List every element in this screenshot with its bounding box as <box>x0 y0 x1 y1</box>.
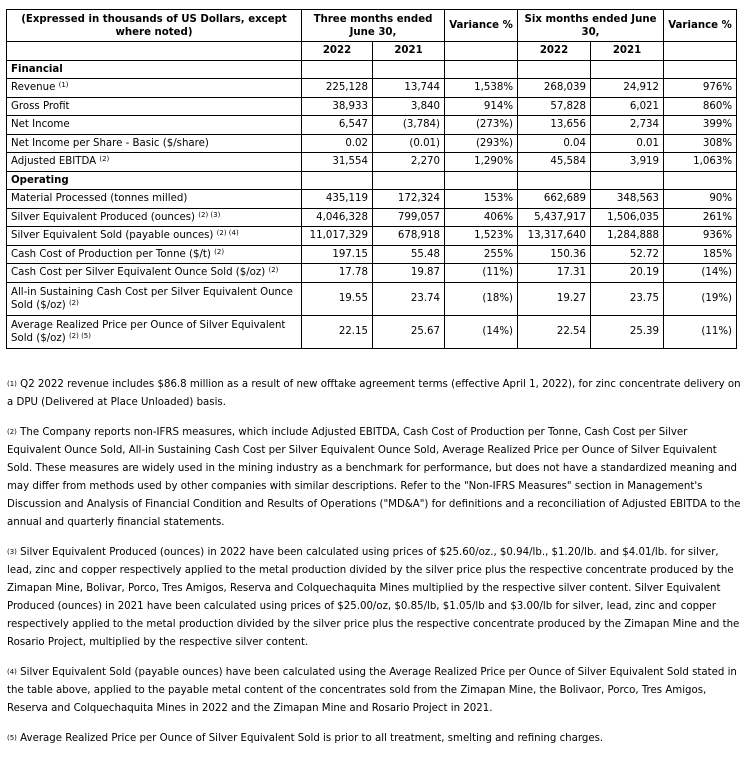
row-label <box>7 153 302 172</box>
value-cell-h2021: 23.75 <box>591 282 664 315</box>
empty-cell <box>445 60 518 79</box>
value-cell-hvar: 936% <box>664 227 737 246</box>
empty-cell <box>518 171 591 190</box>
footnote <box>7 730 741 748</box>
six-months-header: Six months ended June 30, <box>518 10 664 42</box>
value-cell-q2021: 19.87 <box>373 264 445 283</box>
row-label-text: Cash Cost of Production per Tonne ($/t) <box>11 248 211 260</box>
empty-cell <box>664 171 737 190</box>
value-cell-q2022: 31,554 <box>302 153 373 172</box>
value-cell-h2022: 13,656 <box>518 116 591 135</box>
footnote <box>7 424 741 532</box>
row-label-text: Revenue <box>11 82 56 94</box>
empty-cell <box>518 60 591 79</box>
footnote-reference: (2) (4) <box>216 229 239 238</box>
value-cell-h2021: 6,021 <box>591 97 664 116</box>
blank-header-cell <box>445 42 518 61</box>
value-cell-qvar: (11%) <box>445 264 518 283</box>
empty-cell <box>664 60 737 79</box>
value-cell-hvar: 90% <box>664 190 737 209</box>
row-label <box>7 79 302 98</box>
row-label-text: Cash Cost per Silver Equivalent Ounce Sold ($/oz) <box>11 267 266 279</box>
table-row <box>7 97 737 116</box>
section-title: Financial <box>7 60 302 79</box>
row-label-text: Silver Equivalent Produced (ounces) <box>11 211 196 223</box>
value-cell-h2022: 268,039 <box>518 79 591 98</box>
value-cell-h2021: 0.01 <box>591 134 664 153</box>
value-cell-hvar: 1,063% <box>664 153 737 172</box>
footnote-text: Silver Equivalent Produced (ounces) in 2022 have been calculated using prices of $25.60/oz., $0.94/lb., $1.20/lb. and $4.01/lb. for silver, lead, zinc and copper respectively applied to the metal production divided by the silver price plus the respective concentrate produced by the Zimapan Mine, Bolivar, Porco, Tres Amigos, Reserva and Colquechaquita Mines multiplied by the respective silver content. Silver Equivalent Produced (ounces) in 2021 have been calculated using prices of $25.00/oz, $0.85/lb, $1.05/lb and $3.00/lb for silver, lead, zinc and copper respectively applied to the metal production divided by the silver price plus the respective concentrate produced by the Zimapan Mine and the Rosario Project, multiplied by the respective silver content. <box>7 547 740 648</box>
value-cell-h2021: 24,912 <box>591 79 664 98</box>
three-months-header: Three months ended June 30, <box>302 10 445 42</box>
value-cell-qvar: (293%) <box>445 134 518 153</box>
footnote-text: The Company reports non-IFRS measures, which include Adjusted EBITDA, Cash Cost of Production per Tonne, Cash Cost per Silver Equivalent Ounce Sold, All-in Sustaining Cash Cost per Silver Equivalent Ounce Sold, Average Realized Price per Ounce of Silver Equivalent Sold. These measures are widely used in the mining industry as a benchmark for performance, but does not have a standardized meaning and may differ from methods used by other companies with similar descriptions. Refer to the "Non-IFRS Measures" section in Management's Discussion and Analysis of Financial Condition and Results of Operations ("MD&A") for definitions and a reconciliation of Adjusted EBITDA to the annual and quarterly financial statements. <box>7 427 741 528</box>
table-row <box>7 264 737 283</box>
value-cell-hvar: (19%) <box>664 282 737 315</box>
empty-cell <box>373 60 445 79</box>
value-cell-h2021: 348,563 <box>591 190 664 209</box>
value-cell-hvar: 261% <box>664 208 737 227</box>
empty-cell <box>302 60 373 79</box>
year-header-h2022: 2022 <box>518 42 591 61</box>
footnote-reference: (2) <box>214 247 225 256</box>
value-cell-hvar: (11%) <box>664 315 737 348</box>
value-cell-q2021: 55.48 <box>373 245 445 264</box>
value-cell-q2021: 799,057 <box>373 208 445 227</box>
row-label-text: Silver Equivalent Sold (payable ounces) <box>11 230 214 242</box>
empty-cell <box>445 171 518 190</box>
value-cell-q2022: 38,933 <box>302 97 373 116</box>
table-row <box>7 208 737 227</box>
row-label <box>7 245 302 264</box>
value-cell-h2022: 5,437,917 <box>518 208 591 227</box>
footnote <box>7 544 741 652</box>
value-cell-h2022: 19.27 <box>518 282 591 315</box>
row-label-text: Material Processed (tonnes milled) <box>11 193 188 205</box>
value-cell-hvar: 399% <box>664 116 737 135</box>
footnote-marker: (4) <box>7 668 17 676</box>
table-row <box>7 282 737 315</box>
footnote-text: Q2 2022 revenue includes $86.8 million as a result of new offtake agreement terms (effective April 1, 2022), for zinc concentrate delivery on a DPU (Delivered at Place Unloaded) basis. <box>7 379 741 408</box>
footnote-marker: (1) <box>7 380 17 388</box>
value-cell-qvar: 1,523% <box>445 227 518 246</box>
value-cell-hvar: 976% <box>664 79 737 98</box>
row-label <box>7 227 302 246</box>
table-row <box>7 315 737 348</box>
row-label <box>7 315 302 348</box>
variance-header-six-months: Variance % <box>664 10 737 42</box>
value-cell-h2021: 2,734 <box>591 116 664 135</box>
value-cell-h2021: 52.72 <box>591 245 664 264</box>
value-cell-q2021: 23.74 <box>373 282 445 315</box>
value-cell-h2021: 25.39 <box>591 315 664 348</box>
variance-header-three-months: Variance % <box>445 10 518 42</box>
footnote-marker: (2) <box>7 428 17 436</box>
footnote <box>7 376 741 412</box>
row-label-text: Net Income per Share - Basic ($/share) <box>11 137 209 149</box>
footnote-reference: (2) <box>268 266 279 275</box>
value-cell-h2022: 57,828 <box>518 97 591 116</box>
footnote-reference: (2) (3) <box>198 210 221 219</box>
value-cell-qvar: (273%) <box>445 116 518 135</box>
row-label <box>7 116 302 135</box>
value-cell-qvar: 1,538% <box>445 79 518 98</box>
table-row <box>7 134 737 153</box>
value-cell-qvar: 255% <box>445 245 518 264</box>
blank-header-cell <box>664 42 737 61</box>
value-cell-h2022: 17.31 <box>518 264 591 283</box>
footnote-text: Silver Equivalent Sold (payable ounces) have been calculated using the Average Realized Price per Ounce of Silver Equivalent Sold stated in the table above, applied to the payable metal content of the concentrates sold from the Zimapan Mine, the Bolivaor, Porco, Tres Amigos, Reserva and Colquechaquita Mines in 2022 and the Zimapan Mine and Rosario Project in 2021. <box>7 667 737 714</box>
table-row <box>7 227 737 246</box>
footnotes <box>7 376 741 760</box>
value-cell-hvar: (14%) <box>664 264 737 283</box>
units-header: (Expressed in thousands of US Dollars, except where noted) <box>7 10 302 42</box>
value-cell-qvar: 1,290% <box>445 153 518 172</box>
table-body <box>7 60 737 348</box>
footnote-marker: (3) <box>7 548 17 556</box>
value-cell-q2022: 197.15 <box>302 245 373 264</box>
value-cell-q2021: 678,918 <box>373 227 445 246</box>
value-cell-q2022: 0.02 <box>302 134 373 153</box>
row-label <box>7 282 302 315</box>
empty-cell <box>591 171 664 190</box>
value-cell-hvar: 185% <box>664 245 737 264</box>
value-cell-h2022: 45,584 <box>518 153 591 172</box>
value-cell-h2021: 1,506,035 <box>591 208 664 227</box>
year-header-q2022: 2022 <box>302 42 373 61</box>
footnote <box>7 664 741 718</box>
section-row <box>7 171 737 190</box>
empty-cell <box>302 171 373 190</box>
value-cell-q2021: (0.01) <box>373 134 445 153</box>
value-cell-q2021: 172,324 <box>373 190 445 209</box>
blank-header-cell <box>7 42 302 61</box>
value-cell-h2021: 3,919 <box>591 153 664 172</box>
value-cell-q2021: 25.67 <box>373 315 445 348</box>
value-cell-q2022: 17.78 <box>302 264 373 283</box>
value-cell-h2021: 20.19 <box>591 264 664 283</box>
value-cell-h2022: 0.04 <box>518 134 591 153</box>
footnote-reference: (1) <box>58 81 69 90</box>
row-label-text: Adjusted EBITDA <box>11 156 97 168</box>
value-cell-h2022: 150.36 <box>518 245 591 264</box>
section-row <box>7 60 737 79</box>
footnote-text: Average Realized Price per Ounce of Silver Equivalent Sold is prior to all treatment, smelting and refining charges. <box>20 733 604 744</box>
value-cell-q2021: 13,744 <box>373 79 445 98</box>
value-cell-qvar: (14%) <box>445 315 518 348</box>
table-row <box>7 190 737 209</box>
value-cell-qvar: 914% <box>445 97 518 116</box>
value-cell-hvar: 860% <box>664 97 737 116</box>
value-cell-q2021: (3,784) <box>373 116 445 135</box>
footnote-marker: (5) <box>7 734 17 742</box>
table-row <box>7 79 737 98</box>
empty-cell <box>373 171 445 190</box>
value-cell-hvar: 308% <box>664 134 737 153</box>
value-cell-q2022: 6,547 <box>302 116 373 135</box>
value-cell-q2021: 3,840 <box>373 97 445 116</box>
row-label <box>7 97 302 116</box>
value-cell-q2022: 4,046,328 <box>302 208 373 227</box>
value-cell-h2022: 662,689 <box>518 190 591 209</box>
value-cell-qvar: 153% <box>445 190 518 209</box>
table-row <box>7 153 737 172</box>
value-cell-h2021: 1,284,888 <box>591 227 664 246</box>
empty-cell <box>591 60 664 79</box>
section-title: Operating <box>7 171 302 190</box>
row-label-text: All-in Sustaining Cash Cost per Silver Equivalent Ounce Sold ($/oz) <box>11 286 293 311</box>
table-row <box>7 245 737 264</box>
row-label <box>7 134 302 153</box>
value-cell-h2022: 22.54 <box>518 315 591 348</box>
value-cell-q2022: 435,119 <box>302 190 373 209</box>
year-header-q2021: 2021 <box>373 42 445 61</box>
value-cell-q2022: 11,017,329 <box>302 227 373 246</box>
row-label-text: Net Income <box>11 119 70 131</box>
value-cell-q2022: 22.15 <box>302 315 373 348</box>
value-cell-qvar: (18%) <box>445 282 518 315</box>
value-cell-q2022: 19.55 <box>302 282 373 315</box>
row-label <box>7 190 302 209</box>
row-label <box>7 264 302 283</box>
row-label <box>7 208 302 227</box>
financial-operating-highlights-table <box>6 9 737 349</box>
value-cell-q2021: 2,270 <box>373 153 445 172</box>
footnote-reference: (2) (5) <box>68 331 91 340</box>
row-label-text: Gross Profit <box>11 100 70 112</box>
year-header-h2021: 2021 <box>591 42 664 61</box>
value-cell-h2022: 13,317,640 <box>518 227 591 246</box>
row-label-text: Average Realized Price per Ounce of Silver Equivalent Sold ($/oz) <box>11 319 286 344</box>
table-row <box>7 116 737 135</box>
value-cell-q2022: 225,128 <box>302 79 373 98</box>
footnote-reference: (2) <box>68 298 79 307</box>
value-cell-qvar: 406% <box>445 208 518 227</box>
footnote-reference: (2) <box>99 155 110 164</box>
